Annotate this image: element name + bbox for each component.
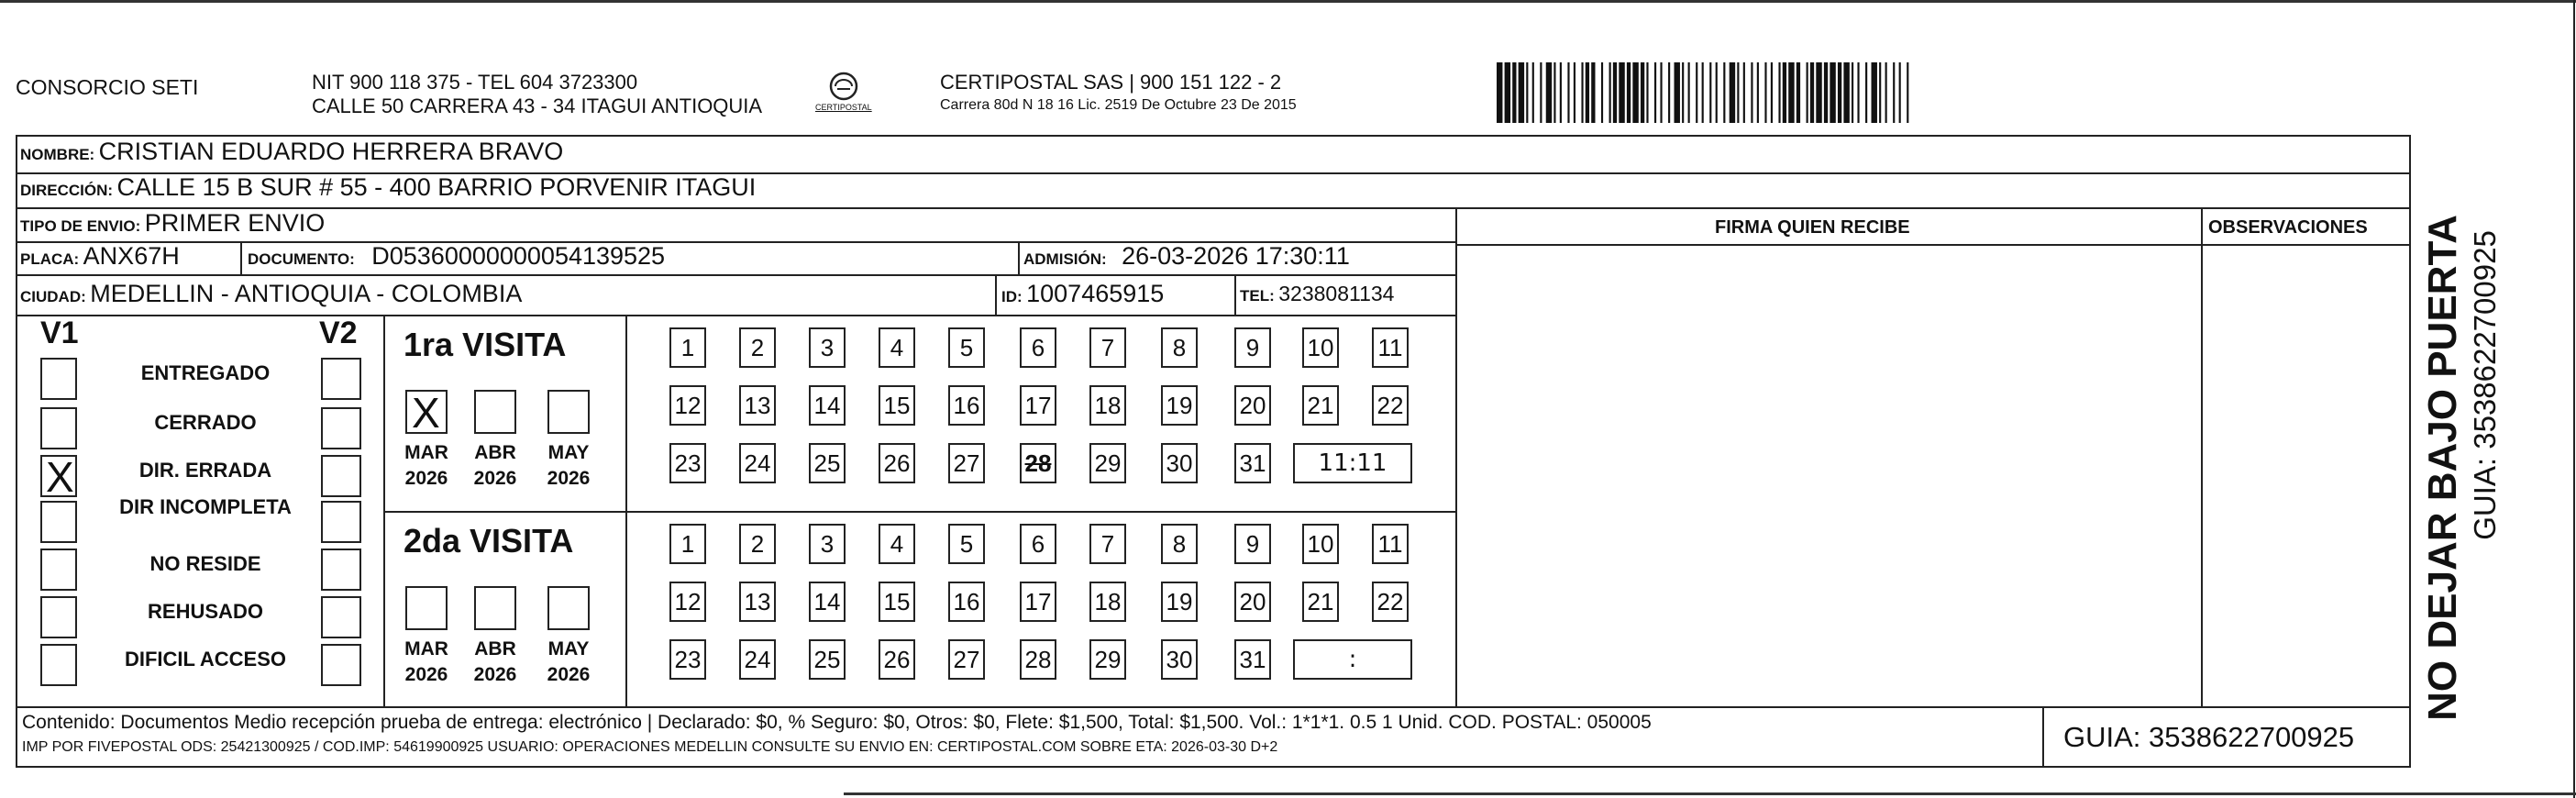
col-line <box>1018 241 1020 274</box>
v2-checkbox[interactable] <box>321 455 361 497</box>
status-label: ENTREGADO <box>140 361 271 384</box>
day-cell[interactable]: 21 <box>1302 385 1339 426</box>
placa-label: PLACA: <box>20 250 80 268</box>
top-border-line <box>0 0 2576 3</box>
ciudad-field <box>20 280 522 308</box>
barcode-bar <box>1723 62 1725 123</box>
documento-value: D05360000000054139525 <box>371 242 666 270</box>
v1-label: V1 <box>40 316 79 350</box>
visit-title: 1ra VISITA <box>404 326 567 363</box>
col-line <box>2042 706 2044 768</box>
barcode-bar <box>1783 62 1786 123</box>
direccion-field <box>20 173 756 202</box>
barcode-bar <box>1526 62 1528 123</box>
barcode-bar <box>1540 62 1542 123</box>
firma-label: FIRMA QUIEN RECIBE <box>1715 217 1910 238</box>
v1-checkbox[interactable] <box>40 549 77 591</box>
v2-checkbox[interactable] <box>321 501 361 543</box>
day-cell[interactable]: 24 <box>739 443 776 483</box>
month-checkbox[interactable] <box>474 586 516 630</box>
visit-divider <box>383 511 1455 513</box>
day-cell[interactable]: 29 <box>1089 639 1126 680</box>
day-cell[interactable]: 17 <box>1020 582 1056 622</box>
col-line <box>1455 207 1457 706</box>
barcode-bar <box>1581 62 1583 123</box>
day-cell[interactable]: 26 <box>879 639 915 680</box>
day-cell[interactable]: 3 <box>809 524 846 564</box>
day-cell[interactable]: 12 <box>669 385 706 426</box>
day-cell[interactable]: 24 <box>739 639 776 680</box>
day-cell[interactable]: 22 <box>1372 582 1409 622</box>
status-label: CERRADO <box>154 411 257 434</box>
day-cell[interactable]: 10 <box>1302 524 1339 564</box>
barcode-bar <box>1682 62 1684 123</box>
barcode-bar <box>1893 62 1895 123</box>
id-value: 1007465915 <box>1026 280 1165 307</box>
barcode-bar <box>1764 62 1766 123</box>
month-checkbox[interactable] <box>405 586 448 630</box>
barcode-bar <box>1852 62 1853 123</box>
col-line <box>2201 207 2203 706</box>
month-checkbox[interactable] <box>405 389 448 437</box>
col-line <box>1234 274 1236 315</box>
day-cell[interactable]: 31 <box>1234 443 1271 483</box>
barcode-bar <box>1872 62 1877 123</box>
placa-field <box>20 242 180 271</box>
year-label: 2026 <box>547 468 591 489</box>
v2-checkbox[interactable] <box>321 644 361 686</box>
row-line <box>16 207 2411 209</box>
status-label: NO RESIDE <box>149 552 261 575</box>
day-cell[interactable]: 22 <box>1372 385 1409 426</box>
documento-field <box>248 242 665 271</box>
year-label: 2026 <box>404 664 448 685</box>
day-cell[interactable]: 31 <box>1234 639 1271 680</box>
col-line <box>240 241 242 274</box>
v1-checkbox[interactable] <box>40 596 77 638</box>
logo-text: CERTIPOSTAL <box>815 103 872 112</box>
day-cell[interactable]: 8 <box>1161 524 1198 564</box>
barcode-bar <box>1519 62 1524 123</box>
day-cell[interactable]: 1 <box>669 524 706 564</box>
v2-checkbox[interactable] <box>321 358 361 400</box>
day-cell[interactable]: 7 <box>1089 524 1126 564</box>
day-cell[interactable]: 14 <box>809 385 846 426</box>
day-cell[interactable]: 20 <box>1234 385 1271 426</box>
day-cell[interactable]: 23 <box>669 443 706 483</box>
day-cell[interactable]: 30 <box>1161 639 1198 680</box>
barcode-bar <box>1838 62 1841 123</box>
barcode-bar <box>1816 62 1821 123</box>
v1-checkbox[interactable] <box>40 358 77 400</box>
admision-field <box>1023 242 1350 271</box>
admision-label: ADMISIÓN: <box>1023 250 1107 268</box>
day-cell[interactable]: 16 <box>948 385 985 426</box>
tipo-envio-value: PRIMER ENVIO <box>144 209 326 237</box>
barcode-bar <box>1757 62 1759 123</box>
day-cell[interactable]: 14 <box>809 582 846 622</box>
barcode <box>1497 62 2226 123</box>
day-cell[interactable]: 11 <box>1372 327 1409 368</box>
day-cell[interactable]: 27 <box>948 639 985 680</box>
barcode-bar <box>1709 62 1711 123</box>
status-label: DIFICIL ACCESO <box>124 648 286 671</box>
row-line <box>16 274 1455 276</box>
day-cell[interactable]: 4 <box>879 524 915 564</box>
v1-checkbox[interactable] <box>40 501 77 543</box>
barcode-bar <box>1857 62 1859 123</box>
col-line <box>383 315 385 706</box>
day-cell[interactable]: 2 <box>739 524 776 564</box>
side-guia: GUIA: 3538622700925 <box>2468 230 2502 540</box>
barcode-bar <box>1879 62 1881 123</box>
barcode-bar <box>1609 62 1611 123</box>
barcode-bar <box>1778 62 1780 123</box>
barcode-bar <box>1696 62 1697 123</box>
month-label: ABR <box>474 442 516 463</box>
status-label: DIR. ERRADA <box>138 459 272 482</box>
day-cell[interactable]: 3 <box>809 327 846 368</box>
barcode-bar <box>1668 62 1670 123</box>
month-label: MAY <box>547 442 590 463</box>
direccion-value: CALLE 15 B SUR # 55 - 400 BARRIO PORVENIR ITAGUI <box>116 173 757 201</box>
barcode-bar <box>1613 62 1617 123</box>
nombre-label: NOMBRE: <box>20 146 95 163</box>
year-label: 2026 <box>473 664 517 685</box>
company-name: CONSORCIO SETI <box>16 75 199 99</box>
day-cell[interactable]: 19 <box>1161 385 1198 426</box>
v1-checkbox[interactable] <box>40 453 77 501</box>
day-cell[interactable]: 30 <box>1161 443 1198 483</box>
barcode-bar <box>1830 62 1835 123</box>
barcode-bar <box>1751 62 1752 123</box>
barcode-bar <box>1560 62 1562 123</box>
barcode-bar <box>1716 62 1718 123</box>
barcode-bar <box>1885 62 1887 123</box>
v2-checkbox[interactable] <box>321 596 361 638</box>
bottom-cut-line <box>844 792 2576 795</box>
check-mark: X <box>46 453 74 501</box>
v2-checkbox[interactable] <box>321 407 361 449</box>
year-label: 2026 <box>404 468 448 489</box>
barcode-bar <box>1675 62 1680 123</box>
v2-label: V2 <box>319 316 358 350</box>
day-cell[interactable]: 28 <box>1020 639 1056 680</box>
barcode-bar <box>1899 62 1901 123</box>
day-cell[interactable]: 9 <box>1234 524 1271 564</box>
day-cell[interactable]: 7 <box>1089 327 1126 368</box>
month-label: MAR <box>404 638 448 659</box>
barcode-bar <box>1743 62 1745 123</box>
right-border-line <box>2573 0 2575 798</box>
day-cell[interactable]: 28 <box>1020 443 1056 483</box>
barcode-bar <box>1737 62 1739 123</box>
day-cell[interactable]: 12 <box>669 582 706 622</box>
barcode-bar <box>1771 62 1773 123</box>
barcode-bar <box>1660 62 1662 123</box>
v1-checkbox[interactable] <box>40 644 77 686</box>
barcode-bar <box>1505 62 1510 123</box>
day-cell[interactable]: 23 <box>669 639 706 680</box>
barcode-bar <box>1654 62 1656 123</box>
v2-checkbox[interactable] <box>321 549 361 591</box>
barcode-bar <box>1907 62 1908 123</box>
barcode-bar <box>1574 62 1575 123</box>
main-form-frame <box>16 135 2411 768</box>
day-cell[interactable]: 25 <box>809 443 846 483</box>
barcode-bar <box>1512 62 1516 123</box>
barcode-bar <box>1810 62 1814 123</box>
nombre-value: CRISTIAN EDUARDO HERRERA BRAVO <box>98 138 564 165</box>
barcode-bar <box>1497 62 1502 123</box>
footer-line2: IMP POR FIVEPOSTAL ODS: 25421300925 / COD.IMP: 54619900925 USUARIO: OPERACIONES MEDELLIN CONSULTE SU ENVIO EN: CERTIPOSTAL.COM SOBRE ETA: 2026-03-30 D+2 <box>22 739 1278 755</box>
ciudad-value: MEDELLIN - ANTIOQUIA - COLOMBIA <box>90 280 523 307</box>
barcode-bar <box>1730 62 1735 123</box>
barcode-bar <box>1586 62 1589 123</box>
day-cell[interactable]: 19 <box>1161 582 1198 622</box>
certipostal-logo <box>812 72 876 117</box>
barcode-bar <box>1567 62 1569 123</box>
tel-label: TEL: <box>1240 287 1275 305</box>
barcode-bar <box>1807 62 1808 123</box>
nit-line: NIT 900 118 375 - TEL 604 3723300 <box>312 71 638 94</box>
barcode-bar <box>1553 62 1555 123</box>
day-cell[interactable]: 20 <box>1234 582 1271 622</box>
day-cell[interactable]: 18 <box>1089 385 1126 426</box>
day-cell[interactable]: 4 <box>879 327 915 368</box>
barcode-bar <box>1546 62 1552 123</box>
footer-guia: GUIA: 3538622700925 <box>2063 721 2355 753</box>
documento-label: DOCUMENTO: <box>248 250 355 268</box>
address-line: CALLE 50 CARRERA 43 - 34 ITAGUI ANTIOQUIA <box>312 94 763 117</box>
id-field <box>1001 280 1164 308</box>
month-checkbox[interactable] <box>547 586 590 630</box>
barcode-bar <box>1843 62 1849 123</box>
barcode-bar <box>1702 62 1704 123</box>
day-cell[interactable]: 5 <box>948 524 985 564</box>
placa-value: ANX67H <box>83 242 180 270</box>
status-label: DIR INCOMPLETA <box>119 495 292 518</box>
barcode-bar <box>1627 62 1631 123</box>
day-cell[interactable]: 13 <box>739 385 776 426</box>
col-line <box>995 274 997 315</box>
day-cell[interactable]: 10 <box>1302 327 1339 368</box>
day-cell[interactable]: 21 <box>1302 582 1339 622</box>
check-mark: X <box>412 389 440 437</box>
barcode-bar <box>1532 62 1534 123</box>
observaciones-label: OBSERVACIONES <box>2208 217 2368 238</box>
barcode-bar <box>1824 62 1828 123</box>
day-cell[interactable]: 9 <box>1234 327 1271 368</box>
col-line <box>625 315 627 706</box>
day-cell[interactable]: 15 <box>879 582 915 622</box>
tel-value: 3238081134 <box>1278 282 1395 305</box>
barcode-bar <box>1865 62 1867 123</box>
time-field[interactable]: : <box>1293 639 1412 680</box>
day-cell[interactable]: 2 <box>739 327 776 368</box>
day-cell[interactable]: 29 <box>1089 443 1126 483</box>
tel-field <box>1240 282 1394 306</box>
barcode-bar <box>1797 62 1800 123</box>
year-label: 2026 <box>473 468 517 489</box>
year-label: 2026 <box>547 664 591 685</box>
month-checkbox[interactable] <box>547 390 590 434</box>
barcode-bar <box>1619 62 1624 123</box>
month-label: MAY <box>547 638 590 659</box>
day-cell[interactable]: 26 <box>879 443 915 483</box>
row-line <box>1455 244 2411 246</box>
admision-value: 26-03-2026 17:30:11 <box>1122 242 1350 270</box>
day-cell[interactable]: 16 <box>948 582 985 622</box>
direccion-label: DIRECCIÓN: <box>20 182 114 199</box>
barcode-bar <box>1646 62 1648 123</box>
barcode-bar <box>1688 62 1690 123</box>
day-cell[interactable]: 15 <box>879 385 915 426</box>
day-cell[interactable]: 25 <box>809 639 846 680</box>
time-field[interactable]: 11:11 <box>1293 443 1412 483</box>
day-cell[interactable]: 17 <box>1020 385 1056 426</box>
barcode-bar <box>1788 62 1794 123</box>
status-label: REHUSADO <box>148 600 263 623</box>
day-cell[interactable]: 5 <box>948 327 985 368</box>
month-label: ABR <box>474 638 516 659</box>
side-warning: NO DEJAR BAJO PUERTA <box>2420 215 2465 721</box>
footer-line1: Contenido: Documentos Medio recepción prueba de entrega: electrónico | Declarado: $0, % Seguro: $0, Otros: $0, Flete: $1,500, Total: $1,500. Vol.: 1*1*1. 0.5 1 Unid. COD. POSTAL: 050005 <box>22 712 1652 733</box>
day-cell[interactable]: 11 <box>1372 524 1409 564</box>
visit-title: 2da VISITA <box>404 522 574 560</box>
v1-checkbox[interactable] <box>40 407 77 449</box>
row-line <box>16 706 2411 708</box>
row-line <box>16 315 1455 316</box>
barcode-bar <box>1601 62 1603 123</box>
tipo-envio-label: TIPO DE ENVIO: <box>20 217 141 235</box>
day-cell[interactable]: 8 <box>1161 327 1198 368</box>
day-cell[interactable]: 6 <box>1020 327 1056 368</box>
month-checkbox[interactable] <box>474 390 516 434</box>
id-label: ID: <box>1001 288 1023 305</box>
day-cell[interactable]: 13 <box>739 582 776 622</box>
barcode-bar <box>1591 62 1595 123</box>
barcode-bar <box>1641 62 1644 123</box>
day-cell[interactable]: 18 <box>1089 582 1126 622</box>
tipo-envio-field <box>20 209 325 238</box>
certipostal-line1: CERTIPOSTAL SAS | 900 151 122 - 2 <box>940 71 1282 94</box>
day-cell[interactable]: 6 <box>1020 524 1056 564</box>
day-cell[interactable]: 1 <box>669 327 706 368</box>
barcode-bar <box>1632 62 1638 123</box>
day-cell[interactable]: 27 <box>948 443 985 483</box>
nombre-field <box>20 138 563 166</box>
ciudad-label: CIUDAD: <box>20 288 86 305</box>
certipostal-line2: Carrera 80d N 18 16 Lic. 2519 De Octubre 23 De 2015 <box>940 97 1297 113</box>
month-label: MAR <box>404 442 448 463</box>
